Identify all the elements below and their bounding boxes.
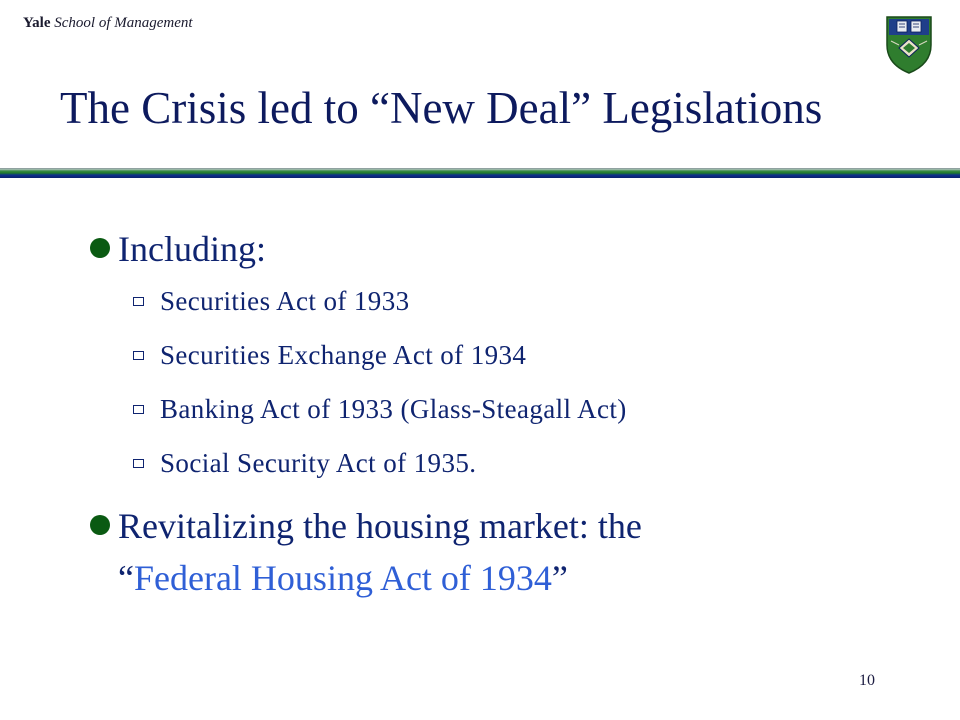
sub-bullet-banking-act: Banking Act of 1933 (Glass-Steagall Act) bbox=[160, 394, 627, 424]
bullet-dot-icon bbox=[90, 238, 110, 258]
brand-header bbox=[23, 15, 193, 32]
sub-bullet-square-icon bbox=[133, 405, 144, 414]
sub-bullet-square-icon bbox=[133, 297, 144, 306]
sub-bullet-securities-act: Securities Act of 1933 bbox=[160, 286, 410, 316]
slide-title: The Crisis led to “New Deal” Legislations bbox=[60, 83, 823, 133]
page-number: 10 bbox=[859, 672, 875, 689]
sub-bullet-square-icon bbox=[133, 459, 144, 468]
bullet-dot-icon bbox=[90, 515, 110, 535]
bullet-housing-line1: Revitalizing the housing market: the bbox=[118, 506, 642, 546]
brand-school: School of Management bbox=[54, 15, 193, 31]
title-divider bbox=[0, 168, 960, 178]
federal-housing-act-highlight: Federal Housing Act of 1934 bbox=[133, 558, 552, 598]
bullet-housing-line2 bbox=[118, 557, 568, 599]
close-quote: ” bbox=[551, 558, 568, 598]
brand-yale: Yale bbox=[23, 15, 51, 31]
yale-shield-icon bbox=[885, 15, 933, 75]
sub-bullet-social-security-act: Social Security Act of 1935. bbox=[160, 448, 477, 478]
sub-bullet-exchange-act: Securities Exchange Act of 1934 bbox=[160, 340, 527, 370]
open-quote: “ bbox=[118, 558, 134, 598]
bullet-including: Including: bbox=[118, 229, 266, 269]
sub-bullet-square-icon bbox=[133, 351, 144, 360]
